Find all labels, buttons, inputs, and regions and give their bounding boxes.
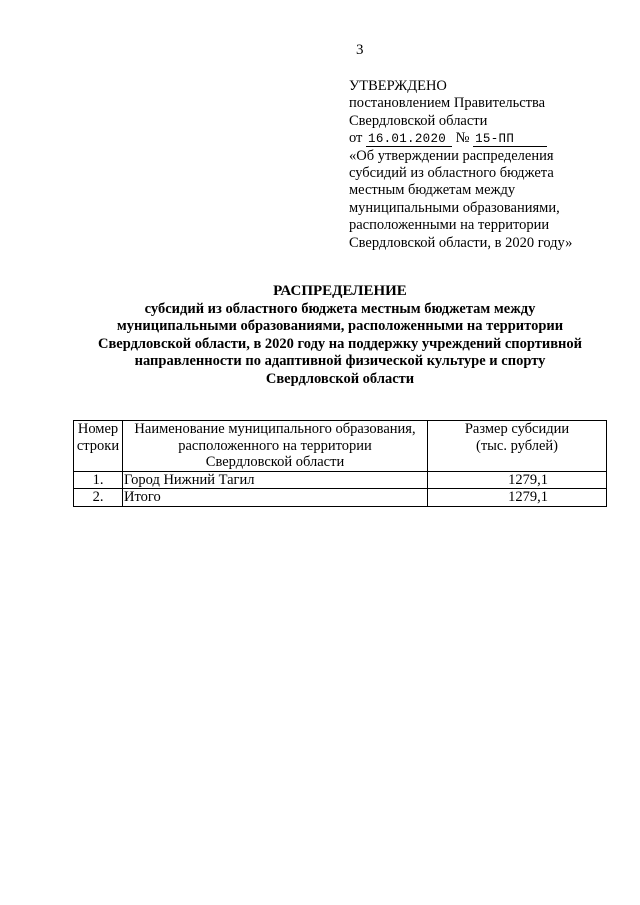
decree-title-line: Свердловской области, в 2020 году» bbox=[349, 234, 573, 251]
subsidy-amount: 1279,1 bbox=[428, 489, 607, 507]
header-text: (тыс. рублей) bbox=[476, 437, 558, 454]
header-municipality bbox=[123, 421, 428, 472]
decree-number: 15-ПП bbox=[473, 132, 547, 147]
header-text: Размер субсидии bbox=[464, 421, 570, 437]
subsidy-amount: 1279,1 bbox=[428, 471, 607, 489]
table-row bbox=[74, 471, 607, 489]
approval-line-1: постановлением Правительства bbox=[349, 95, 546, 112]
header-text: Наименование муниципального образования, bbox=[134, 421, 416, 437]
approval-line-2: Свердловской области bbox=[349, 112, 488, 129]
header-amount bbox=[428, 421, 607, 472]
header-text: расположенного на территории bbox=[178, 437, 372, 454]
decree-title-line: субсидий из областного бюджета bbox=[349, 165, 554, 182]
table-row bbox=[74, 489, 607, 507]
title-line: Свердловской области bbox=[265, 370, 415, 387]
title-line: муниципальными образованиями, расположенными на территории bbox=[116, 318, 564, 335]
page-number: 3 bbox=[356, 42, 364, 58]
municipality-name: Итого bbox=[123, 489, 428, 507]
decree-title-line: «Об утверждении распределения bbox=[349, 147, 554, 164]
document-title bbox=[60, 283, 620, 389]
approval-date-line bbox=[349, 130, 629, 147]
decree-title-line: муниципальными образованиями, bbox=[349, 199, 560, 216]
decree-title-line: расположенными на территории bbox=[349, 217, 550, 234]
header-text: Свердловской области bbox=[205, 454, 345, 470]
decree-date: 16.01.2020 bbox=[366, 132, 452, 147]
table-header-row bbox=[74, 421, 607, 472]
header-text: строки bbox=[76, 437, 120, 454]
approval-heading: УТВЕРЖДЕНО bbox=[349, 78, 447, 94]
date-prefix: от bbox=[349, 130, 363, 147]
title-line: направленности по адаптивной физической культуре и спорту bbox=[134, 353, 546, 370]
row-number: 2. bbox=[74, 489, 123, 507]
title-line: субсидий из областного бюджета местным бюджетам между bbox=[144, 300, 536, 317]
approval-block bbox=[349, 78, 629, 252]
title-main: РАСПРЕДЕЛЕНИЕ bbox=[273, 283, 407, 299]
title-line: Свердловской области, в 2020 году на поддержку учреждений спортивной bbox=[97, 335, 583, 352]
header-text: Номер bbox=[77, 421, 119, 437]
number-prefix: № bbox=[455, 130, 470, 147]
row-number: 1. bbox=[74, 471, 123, 489]
municipality-name: Город Нижний Тагил bbox=[123, 471, 428, 489]
subsidy-table bbox=[73, 420, 607, 507]
decree-title-line: местным бюджетам между bbox=[349, 182, 516, 199]
header-row-number bbox=[74, 421, 123, 472]
